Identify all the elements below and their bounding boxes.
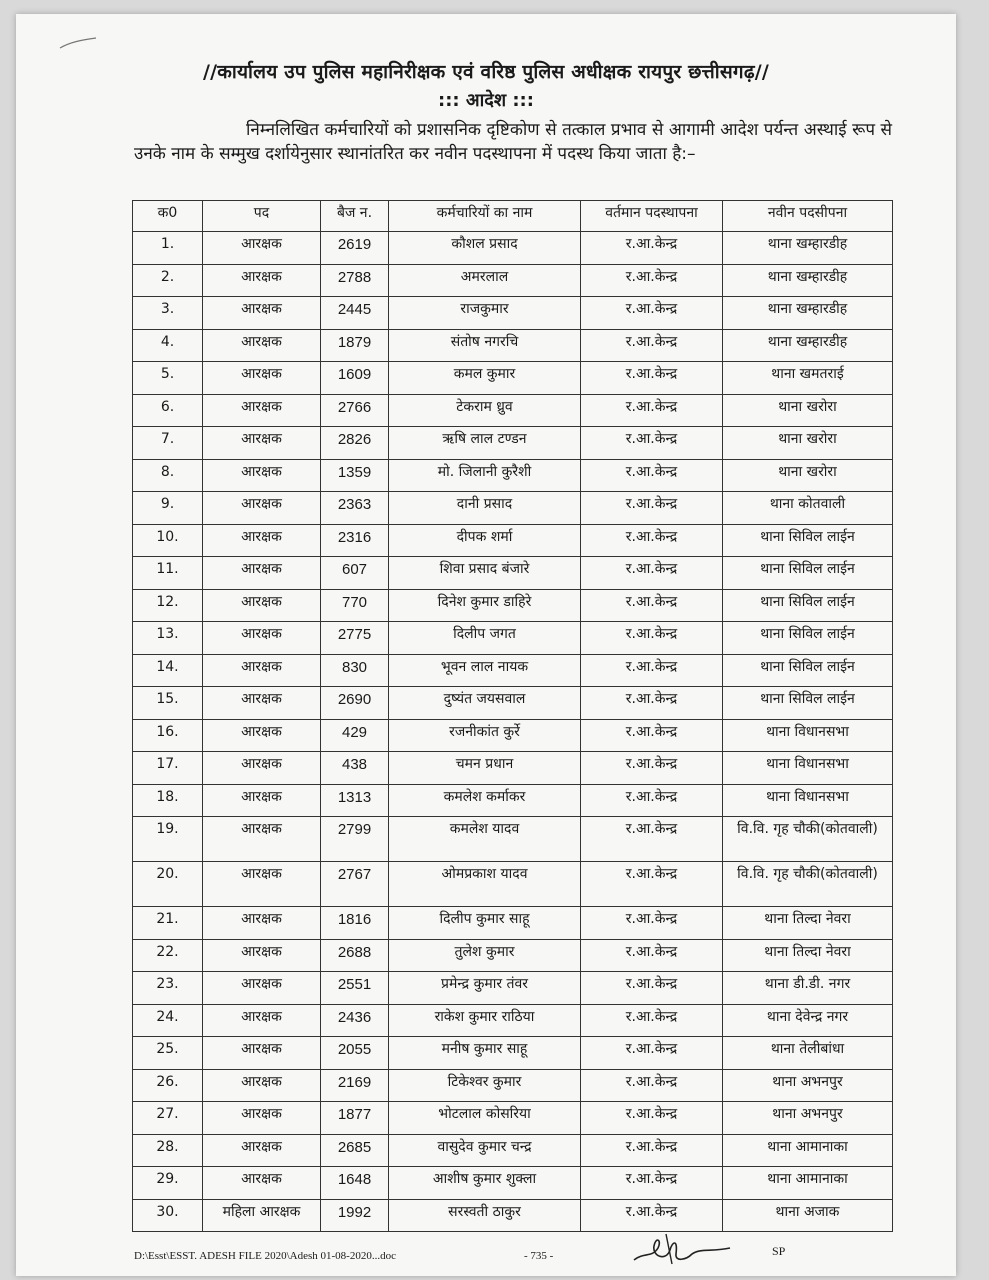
cell-current-posting: र.आ.केन्द्र xyxy=(581,972,723,1005)
cell-badge: 438 xyxy=(321,752,389,785)
cell-name: प्रमेन्द्र कुमार तंवर xyxy=(389,972,581,1005)
cell-name: मनीष कुमार साहू xyxy=(389,1037,581,1070)
cell-badge: 2826 xyxy=(321,427,389,460)
cell-current-posting: र.आ.केन्द्र xyxy=(581,1102,723,1135)
cell-current-posting: र.आ.केन्द्र xyxy=(581,362,723,395)
cell-current-posting: र.आ.केन्द्र xyxy=(581,1004,723,1037)
cell-badge: 2767 xyxy=(321,862,389,907)
cell-post: आरक्षक xyxy=(203,297,321,330)
cell-post: आरक्षक xyxy=(203,459,321,492)
column-header-badge: बैज न. xyxy=(321,201,389,232)
cell-current-posting: र.आ.केन्द्र xyxy=(581,524,723,557)
cell-badge: 2445 xyxy=(321,297,389,330)
cell-badge: 1313 xyxy=(321,784,389,817)
column-header-sno: क0 xyxy=(133,201,203,232)
cell-new-posting: थाना खरोरा xyxy=(723,459,893,492)
cell-name: सरस्वती ठाकुर xyxy=(389,1199,581,1232)
cell-badge: 2688 xyxy=(321,939,389,972)
cell-name: टिकेश्वर कुमार xyxy=(389,1069,581,1102)
table-row xyxy=(133,687,893,720)
cell-name: भोटलाल कोसरिया xyxy=(389,1102,581,1135)
cell-sno: 12. xyxy=(133,589,203,622)
cell-current-posting: र.आ.केन्द्र xyxy=(581,1037,723,1070)
cell-new-posting: थाना तिल्दा नेवरा xyxy=(723,907,893,940)
cell-badge: 2169 xyxy=(321,1069,389,1102)
cell-sno: 18. xyxy=(133,784,203,817)
cell-name: दिनेश कुमार डाहिरे xyxy=(389,589,581,622)
cell-new-posting: थाना खरोरा xyxy=(723,394,893,427)
cell-sno: 19. xyxy=(133,817,203,862)
table-row xyxy=(133,1069,893,1102)
cell-new-posting: थाना सिविल लाईन xyxy=(723,687,893,720)
cell-sno: 23. xyxy=(133,972,203,1005)
cell-new-posting: थाना तिल्दा नेवरा xyxy=(723,939,893,972)
cell-current-posting: र.आ.केन्द्र xyxy=(581,557,723,590)
cell-sno: 29. xyxy=(133,1167,203,1200)
table-row xyxy=(133,1102,893,1135)
cell-new-posting: थाना खम्हारडीह xyxy=(723,232,893,265)
table-row xyxy=(133,752,893,785)
cell-name: शिवा प्रसाद बंजारे xyxy=(389,557,581,590)
cell-post: आरक्षक xyxy=(203,939,321,972)
column-header-name: कर्मचारियों का नाम xyxy=(389,201,581,232)
table-row xyxy=(133,459,893,492)
cell-badge: 2788 xyxy=(321,264,389,297)
cell-sno: 14. xyxy=(133,654,203,687)
cell-name: भूवन लाल नायक xyxy=(389,654,581,687)
cell-new-posting: थाना कोतवाली xyxy=(723,492,893,525)
cell-post: आरक्षक xyxy=(203,1134,321,1167)
cell-new-posting: वि.वि. गृह चौकी(कोतवाली) xyxy=(723,817,893,862)
table-row xyxy=(133,362,893,395)
cell-sno: 7. xyxy=(133,427,203,460)
table-header-row xyxy=(133,201,893,232)
cell-current-posting: र.आ.केन्द्र xyxy=(581,1167,723,1200)
cell-new-posting: थाना अभनपुर xyxy=(723,1102,893,1135)
table-row xyxy=(133,972,893,1005)
cell-current-posting: र.आ.केन्द्र xyxy=(581,589,723,622)
cell-current-posting: र.आ.केन्द्र xyxy=(581,264,723,297)
cell-new-posting: थाना सिविल लाईन xyxy=(723,524,893,557)
cell-sno: 20. xyxy=(133,862,203,907)
cell-current-posting: र.आ.केन्द्र xyxy=(581,687,723,720)
table-row xyxy=(133,329,893,362)
cell-post: आरक्षक xyxy=(203,232,321,265)
cell-post: महिला आरक्षक xyxy=(203,1199,321,1232)
cell-name: वासुदेव कुमार चन्द्र xyxy=(389,1134,581,1167)
cell-sno: 28. xyxy=(133,1134,203,1167)
cell-post: आरक्षक xyxy=(203,622,321,655)
cell-new-posting: थाना सिविल लाईन xyxy=(723,557,893,590)
cell-post: आरक्षक xyxy=(203,862,321,907)
cell-post: आरक्षक xyxy=(203,752,321,785)
cell-sno: 11. xyxy=(133,557,203,590)
cell-badge: 2690 xyxy=(321,687,389,720)
cell-current-posting: र.आ.केन्द्र xyxy=(581,297,723,330)
cell-post: आरक्षक xyxy=(203,972,321,1005)
cell-sno: 10. xyxy=(133,524,203,557)
cell-current-posting: र.आ.केन्द्र xyxy=(581,1069,723,1102)
cell-current-posting: र.आ.केन्द्र xyxy=(581,492,723,525)
table-row xyxy=(133,264,893,297)
cell-post: आरक्षक xyxy=(203,589,321,622)
cell-post: आरक्षक xyxy=(203,264,321,297)
cell-new-posting: थाना आमानाका xyxy=(723,1134,893,1167)
cell-name: राकेश कुमार राठिया xyxy=(389,1004,581,1037)
cell-name: दानी प्रसाद xyxy=(389,492,581,525)
table-row xyxy=(133,492,893,525)
cell-badge: 1877 xyxy=(321,1102,389,1135)
cell-badge: 1816 xyxy=(321,907,389,940)
cell-post: आरक्षक xyxy=(203,1167,321,1200)
cell-post: आरक्षक xyxy=(203,907,321,940)
cell-name: दुष्यंत जयसवाल xyxy=(389,687,581,720)
table-row xyxy=(133,297,893,330)
cell-sno: 21. xyxy=(133,907,203,940)
cell-post: आरक्षक xyxy=(203,687,321,720)
table-row xyxy=(133,817,893,862)
cell-sno: 2. xyxy=(133,264,203,297)
cell-current-posting: र.आ.केन्द्र xyxy=(581,719,723,752)
cell-name: संतोष नगरचि xyxy=(389,329,581,362)
cell-badge: 2799 xyxy=(321,817,389,862)
cell-post: आरक्षक xyxy=(203,557,321,590)
cell-new-posting: थाना खरोरा xyxy=(723,427,893,460)
cell-current-posting: र.आ.केन्द्र xyxy=(581,459,723,492)
column-header-current-posting: वर्तमान पदस्थापना xyxy=(581,201,723,232)
cell-post: आरक्षक xyxy=(203,1069,321,1102)
cell-sno: 1. xyxy=(133,232,203,265)
cell-badge: 1609 xyxy=(321,362,389,395)
cell-new-posting: थाना खम्हारडीह xyxy=(723,297,893,330)
table-row xyxy=(133,427,893,460)
cell-sno: 17. xyxy=(133,752,203,785)
table-row xyxy=(133,719,893,752)
cell-new-posting: थाना अभनपुर xyxy=(723,1069,893,1102)
cell-sno: 13. xyxy=(133,622,203,655)
page-number: - 735 - xyxy=(524,1250,554,1262)
cell-current-posting: र.आ.केन्द्र xyxy=(581,862,723,907)
cell-post: आरक्षक xyxy=(203,817,321,862)
cell-sno: 5. xyxy=(133,362,203,395)
cell-post: आरक्षक xyxy=(203,719,321,752)
cell-new-posting: थाना विधानसभा xyxy=(723,752,893,785)
cell-badge: 607 xyxy=(321,557,389,590)
cell-current-posting: र.आ.केन्द्र xyxy=(581,752,723,785)
table-row xyxy=(133,654,893,687)
cell-current-posting: र.आ.केन्द्र xyxy=(581,784,723,817)
cell-sno: 22. xyxy=(133,939,203,972)
cell-new-posting: थाना सिविल लाईन xyxy=(723,589,893,622)
cell-current-posting: र.आ.केन्द्र xyxy=(581,939,723,972)
cell-sno: 25. xyxy=(133,1037,203,1070)
cell-name: दिलीप जगत xyxy=(389,622,581,655)
file-path: D:\Esst\ESST. ADESH FILE 2020\Adesh 01-08-2020...doc xyxy=(134,1250,396,1262)
cell-new-posting: थाना आमानाका xyxy=(723,1167,893,1200)
cell-badge: 1648 xyxy=(321,1167,389,1200)
table-row xyxy=(133,907,893,940)
office-title: //कार्यालय उप पुलिस महानिरीक्षक एवं वरिष्ठ पुलिस अधीक्षक रायपुर छत्तीसगढ़// xyxy=(202,61,769,83)
cell-name: अमरलाल xyxy=(389,264,581,297)
cell-sno: 26. xyxy=(133,1069,203,1102)
cell-post: आरक्षक xyxy=(203,1102,321,1135)
cell-name: रजनीकांत कुर्रे xyxy=(389,719,581,752)
cell-name: कमल कुमार xyxy=(389,362,581,395)
table-row xyxy=(133,232,893,265)
cell-new-posting: थाना सिविल लाईन xyxy=(723,654,893,687)
cell-badge: 2436 xyxy=(321,1004,389,1037)
cell-new-posting: थाना खम्हारडीह xyxy=(723,329,893,362)
table-row xyxy=(133,1199,893,1232)
cell-sno: 24. xyxy=(133,1004,203,1037)
table-row xyxy=(133,1037,893,1070)
cell-sno: 15. xyxy=(133,687,203,720)
cell-name: ऋषि लाल टण्डन xyxy=(389,427,581,460)
table-row xyxy=(133,939,893,972)
cell-badge: 1992 xyxy=(321,1199,389,1232)
cell-new-posting: थाना डी.डी. नगर xyxy=(723,972,893,1005)
cell-post: आरक्षक xyxy=(203,524,321,557)
cell-sno: 16. xyxy=(133,719,203,752)
cell-new-posting: थाना खमतराई xyxy=(723,362,893,395)
cell-badge: 770 xyxy=(321,589,389,622)
cell-post: आरक्षक xyxy=(203,1004,321,1037)
cell-badge: 2775 xyxy=(321,622,389,655)
table-row xyxy=(133,1134,893,1167)
cell-badge: 1879 xyxy=(321,329,389,362)
cell-new-posting: वि.वि. गृह चौकी(कोतवाली) xyxy=(723,862,893,907)
cell-post: आरक्षक xyxy=(203,492,321,525)
cell-new-posting: थाना विधानसभा xyxy=(723,784,893,817)
cell-new-posting: थाना खम्हारडीह xyxy=(723,264,893,297)
table-row xyxy=(133,1004,893,1037)
cell-current-posting: र.आ.केन्द्र xyxy=(581,654,723,687)
pen-mark-icon xyxy=(58,36,98,50)
cell-name: दिलीप कुमार साहू xyxy=(389,907,581,940)
table-row xyxy=(133,589,893,622)
cell-name: कौशल प्रसाद xyxy=(389,232,581,265)
cell-badge: 2551 xyxy=(321,972,389,1005)
transfer-table xyxy=(132,200,893,1232)
table-row xyxy=(133,557,893,590)
cell-current-posting: र.आ.केन्द्र xyxy=(581,329,723,362)
order-intro-text: निम्नलिखित कर्मचारियों को प्रशासनिक दृष्टिकोण से तत्काल प्रभाव से आगामी आदेश पर्यन्त अस्थाई रूप से उनके नाम के सम्मुख दर्शायेनुसार स्थानांतरित कर नवीन पदस्थापना में पदस्थ किया जाता है:– xyxy=(134,120,892,164)
table-row xyxy=(133,1167,893,1200)
cell-sno: 30. xyxy=(133,1199,203,1232)
cell-current-posting: र.आ.केन्द्र xyxy=(581,427,723,460)
cell-badge: 830 xyxy=(321,654,389,687)
cell-name: ओमप्रकाश यादव xyxy=(389,862,581,907)
cell-current-posting: र.आ.केन्द्र xyxy=(581,907,723,940)
cell-sno: 3. xyxy=(133,297,203,330)
cell-current-posting: र.आ.केन्द्र xyxy=(581,1199,723,1232)
cell-name: टेकराम ध्रुव xyxy=(389,394,581,427)
cell-badge: 429 xyxy=(321,719,389,752)
cell-name: चमन प्रधान xyxy=(389,752,581,785)
cell-sno: 4. xyxy=(133,329,203,362)
cell-name: तुलेश कुमार xyxy=(389,939,581,972)
cell-post: आरक्षक xyxy=(203,654,321,687)
signature-icon xyxy=(626,1224,736,1269)
cell-new-posting: थाना विधानसभा xyxy=(723,719,893,752)
cell-badge: 2363 xyxy=(321,492,389,525)
cell-name: राजकुमार xyxy=(389,297,581,330)
cell-sno: 8. xyxy=(133,459,203,492)
cell-current-posting: र.आ.केन्द्र xyxy=(581,1134,723,1167)
cell-badge: 2316 xyxy=(321,524,389,557)
cell-badge: 2619 xyxy=(321,232,389,265)
cell-post: आरक्षक xyxy=(203,394,321,427)
table-row xyxy=(133,524,893,557)
cell-post: आरक्षक xyxy=(203,784,321,817)
cell-new-posting: थाना अजाक xyxy=(723,1199,893,1232)
cell-name: आशीष कुमार शुक्ला xyxy=(389,1167,581,1200)
column-header-new-posting: नवीन पदसीपना xyxy=(723,201,893,232)
cell-current-posting: र.आ.केन्द्र xyxy=(581,817,723,862)
column-header-post: पद xyxy=(203,201,321,232)
cell-badge: 1359 xyxy=(321,459,389,492)
cell-new-posting: थाना देवेन्द्र नगर xyxy=(723,1004,893,1037)
cell-current-posting: र.आ.केन्द्र xyxy=(581,622,723,655)
table-row xyxy=(133,622,893,655)
order-heading: ::: आदेश ::: xyxy=(438,90,534,111)
signatory-initials: SP xyxy=(772,1244,786,1258)
cell-current-posting: र.आ.केन्द्र xyxy=(581,232,723,265)
cell-sno: 27. xyxy=(133,1102,203,1135)
cell-sno: 6. xyxy=(133,394,203,427)
cell-post: आरक्षक xyxy=(203,329,321,362)
cell-post: आरक्षक xyxy=(203,362,321,395)
cell-name: दीपक शर्मा xyxy=(389,524,581,557)
cell-badge: 2685 xyxy=(321,1134,389,1167)
cell-post: आरक्षक xyxy=(203,427,321,460)
cell-sno: 9. xyxy=(133,492,203,525)
cell-post: आरक्षक xyxy=(203,1037,321,1070)
cell-name: मो. जिलानी कुरैशी xyxy=(389,459,581,492)
cell-badge: 2055 xyxy=(321,1037,389,1070)
table-row xyxy=(133,784,893,817)
cell-new-posting: थाना तेलीबांधा xyxy=(723,1037,893,1070)
table-row xyxy=(133,394,893,427)
cell-current-posting: र.आ.केन्द्र xyxy=(581,394,723,427)
cell-new-posting: थाना सिविल लाईन xyxy=(723,622,893,655)
cell-name: कमलेश कर्माकर xyxy=(389,784,581,817)
document-page xyxy=(16,14,956,1276)
cell-badge: 2766 xyxy=(321,394,389,427)
table-row xyxy=(133,862,893,907)
cell-name: कमलेश यादव xyxy=(389,817,581,862)
